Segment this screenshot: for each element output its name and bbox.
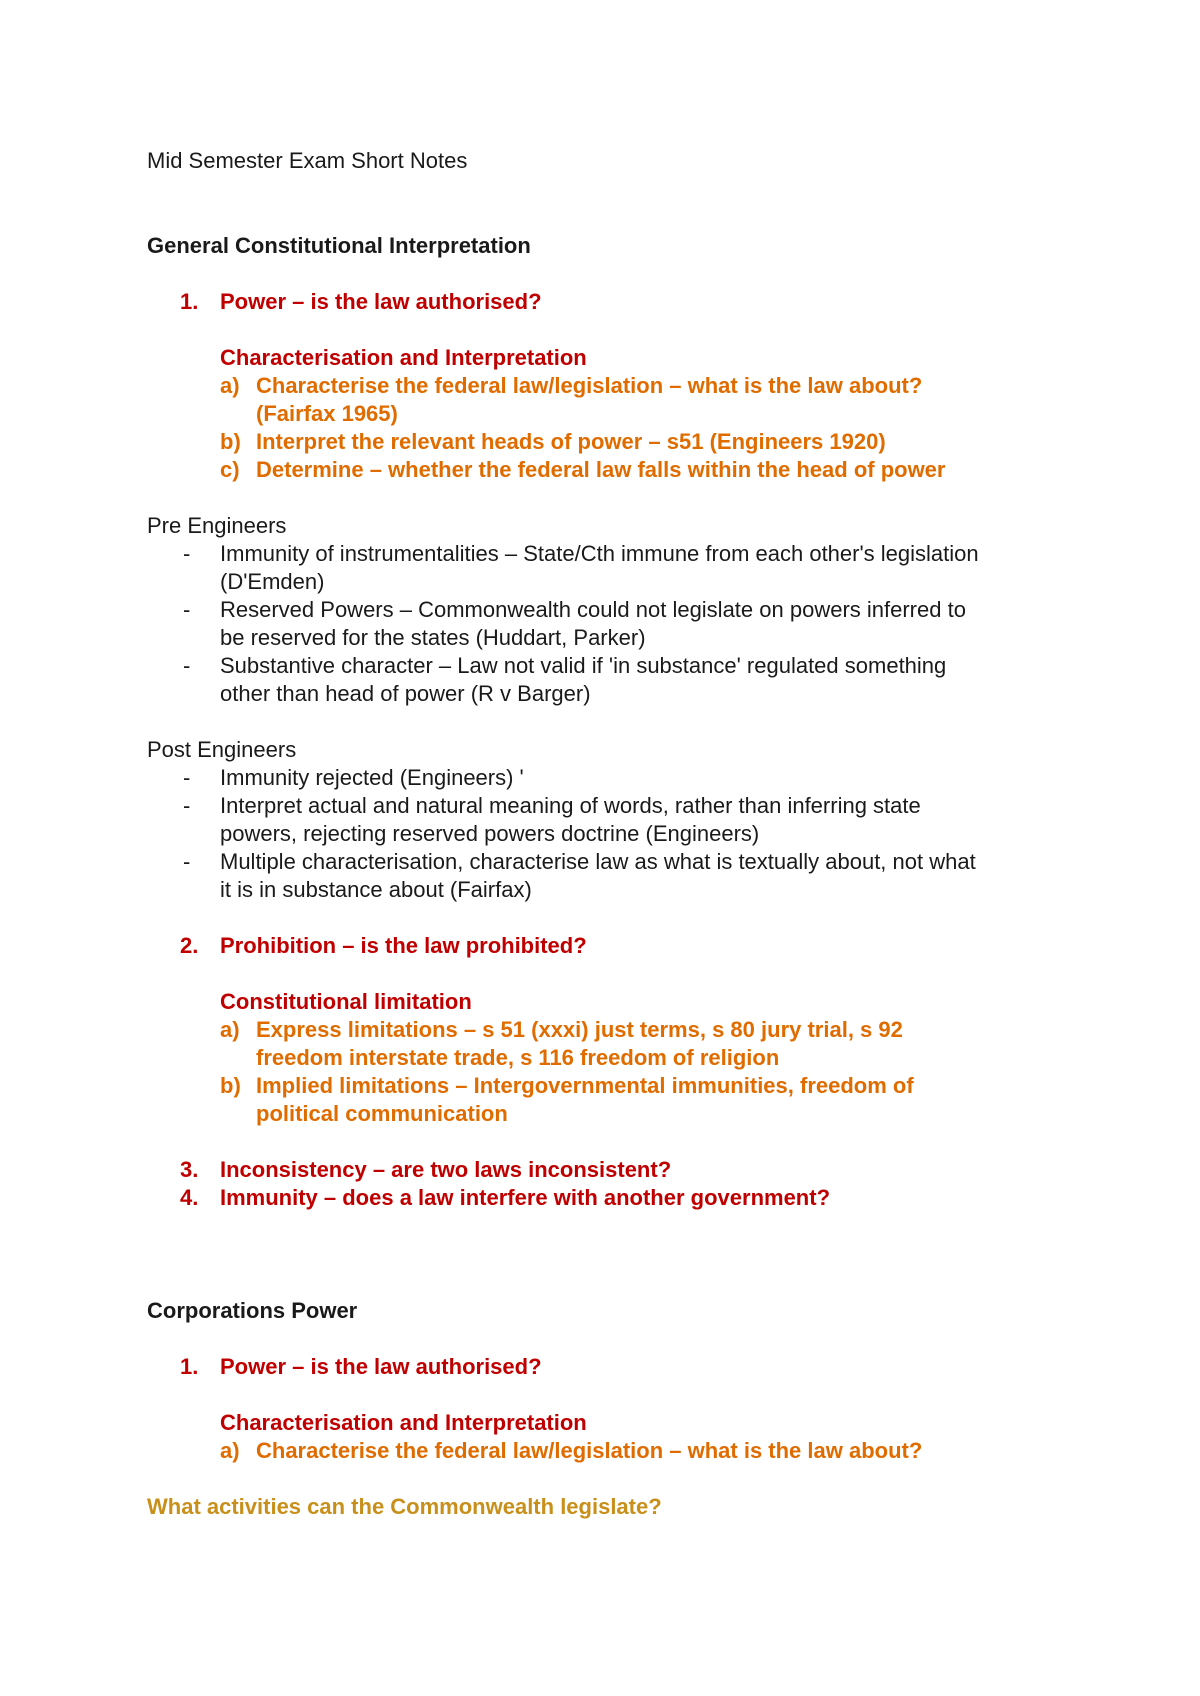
list-item-prohibition: Prohibition – is the law prohibited? <box>220 933 587 958</box>
bullet-dash: - <box>183 765 191 790</box>
document-title: Mid Semester Exam Short Notes <box>147 148 468 173</box>
bullet-immunity-instrumentalities-cont: (D'Emden) <box>220 569 325 594</box>
bullet-dash: - <box>183 597 191 622</box>
bullet-immunity-rejected: Immunity rejected (Engineers) ' <box>220 765 524 790</box>
list-number: 1. <box>180 289 199 314</box>
subheading-characterisation: Characterisation and Interpretation <box>220 345 587 370</box>
list-item-inconsistency: Inconsistency – are two laws inconsistent? <box>220 1157 672 1182</box>
bullet-dash: - <box>183 849 191 874</box>
pre-engineers-heading: Pre Engineers <box>147 513 287 538</box>
sub-marker: b) <box>220 429 241 454</box>
sub-item-characterise: Characterise the federal law/legislation – what is the law about? <box>256 1438 923 1463</box>
question-heading: What activities can the Commonwealth legislate? <box>147 1494 662 1519</box>
list-number: 1. <box>180 1354 199 1379</box>
bullet-substantive-character: Substantive character – Law not valid if 'in substance' regulated something <box>220 653 947 678</box>
bullet-interpret-meaning: Interpret actual and natural meaning of words, rather than inferring state <box>220 793 921 818</box>
post-engineers-heading: Post Engineers <box>147 737 297 762</box>
sub-item-implied-limitations-cont: political communication <box>256 1101 508 1126</box>
section-heading-corporations: Corporations Power <box>147 1298 358 1323</box>
sub-item-interpret: Interpret the relevant heads of power – s51 (Engineers 1920) <box>256 429 886 454</box>
sub-item-characterise-cont: (Fairfax 1965) <box>256 401 398 426</box>
bullet-interpret-meaning-cont: powers, rejecting reserved powers doctrine (Engineers) <box>220 821 760 846</box>
bullet-substantive-character-cont: other than head of power (R v Barger) <box>220 681 591 706</box>
section-heading-general: General Constitutional Interpretation <box>147 233 531 258</box>
bullet-dash: - <box>183 653 191 678</box>
list-item-power: Power – is the law authorised? <box>220 1354 542 1379</box>
sub-item-express-limitations: Express limitations – s 51 (xxxi) just terms, s 80 jury trial, s 92 <box>256 1017 903 1042</box>
list-number: 4. <box>180 1185 199 1210</box>
sub-item-characterise: Characterise the federal law/legislation – what is the law about? <box>256 373 923 398</box>
sub-item-determine: Determine – whether the federal law falls within the head of power <box>256 457 946 482</box>
bullet-reserved-powers: Reserved Powers – Commonwealth could not legislate on powers inferred to <box>220 597 966 622</box>
bullet-multiple-characterisation-cont: it is in substance about (Fairfax) <box>220 877 532 902</box>
list-item-immunity: Immunity – does a law interfere with another government? <box>220 1185 831 1210</box>
sub-item-express-limitations-cont: freedom interstate trade, s 116 freedom of religion <box>256 1045 780 1070</box>
subheading-characterisation: Characterisation and Interpretation <box>220 1410 587 1435</box>
sub-marker: a) <box>220 1438 240 1463</box>
sub-marker: a) <box>220 373 240 398</box>
subheading-constitutional-limitation: Constitutional limitation <box>220 989 472 1014</box>
sub-item-implied-limitations: Implied limitations – Intergovernmental immunities, freedom of <box>256 1073 914 1098</box>
list-number: 2. <box>180 933 199 958</box>
bullet-dash: - <box>183 541 191 566</box>
list-number: 3. <box>180 1157 199 1182</box>
list-item-power: Power – is the law authorised? <box>220 289 542 314</box>
bullet-dash: - <box>183 793 191 818</box>
bullet-reserved-powers-cont: be reserved for the states (Huddart, Parker) <box>220 625 646 650</box>
sub-marker: a) <box>220 1017 240 1042</box>
bullet-immunity-instrumentalities: Immunity of instrumentalities – State/Cth immune from each other's legislation <box>220 541 979 566</box>
bullet-multiple-characterisation: Multiple characterisation, characterise law as what is textually about, not what <box>220 849 976 874</box>
sub-marker: b) <box>220 1073 241 1098</box>
sub-marker: c) <box>220 457 240 482</box>
